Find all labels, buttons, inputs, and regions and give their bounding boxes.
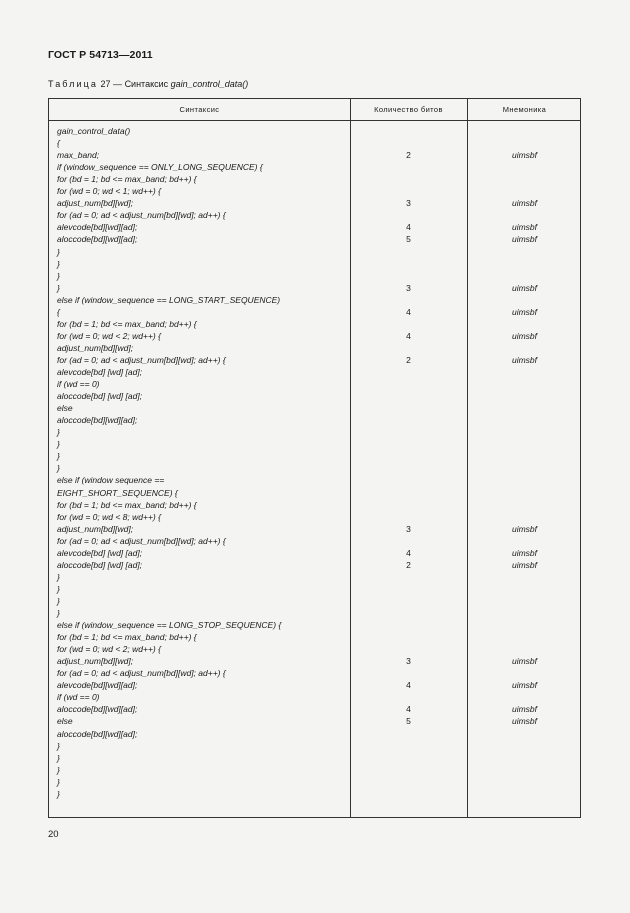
- table-row: [49, 438, 580, 450]
- table-row: [49, 679, 580, 691]
- syntax-cell: }: [57, 788, 60, 799]
- syntax-cell: for (ad = 0; ad < adjust_num[bd][wd]; ad++) {: [57, 535, 226, 546]
- bits-cell: 3: [406, 523, 411, 534]
- table-row: [49, 703, 580, 715]
- bits-cell: 4: [406, 330, 411, 341]
- table-row: [49, 149, 580, 161]
- syntax-cell: else if (window_sequence == LONG_START_SEQUENCE): [57, 294, 281, 305]
- mnemonic-cell: uimsbf: [511, 523, 538, 534]
- syntax-cell: }: [57, 439, 60, 450]
- syntax-cell: }: [57, 764, 60, 775]
- syntax-cell: for (wd = 0; wd < 2; wd++) {: [57, 644, 161, 655]
- table-row: [49, 354, 580, 366]
- syntax-cell: adjust_num[bd][wd];: [57, 342, 134, 353]
- table-row: [49, 655, 580, 667]
- table-row: [49, 631, 580, 643]
- table-row: [49, 571, 580, 583]
- table-row: [49, 511, 580, 523]
- syntax-cell: for (bd = 1; bd <= max_band; bd++) {: [57, 632, 197, 643]
- bits-cell: 4: [406, 306, 411, 317]
- bits-cell: 4: [406, 680, 411, 691]
- table-row: [49, 330, 580, 342]
- syntax-cell: for (wd = 0; wd < 1; wd++) {: [57, 186, 161, 197]
- bits-cell: 3: [406, 656, 411, 667]
- mnemonic-cell: uimsbf: [511, 559, 538, 570]
- syntax-cell: for (ad = 0; ad < adjust_num[bd][wd]; ad++) {: [57, 354, 226, 365]
- syntax-table: [48, 98, 581, 818]
- syntax-cell: aloccode[bd][wd][ad];: [57, 728, 138, 739]
- syntax-cell: alevcode[bd] [wd] [ad];: [57, 547, 143, 558]
- mnemonic-cell: uimsbf: [511, 306, 538, 317]
- syntax-cell: {: [57, 138, 60, 149]
- syntax-cell: adjust_num[bd][wd];: [57, 198, 134, 209]
- table-row: [49, 535, 580, 547]
- mnemonic-cell: uimsbf: [511, 150, 538, 161]
- caption-dash: —: [113, 79, 123, 89]
- table-row: [49, 788, 580, 800]
- syntax-cell: aloccode[bd][wd][ad];: [57, 704, 138, 715]
- table-caption: [48, 79, 248, 89]
- caption-function: gain_control_data(): [170, 79, 249, 89]
- syntax-cell: }: [57, 583, 60, 594]
- table-row: [49, 366, 580, 378]
- table-row: [49, 752, 580, 764]
- table-row: [49, 318, 580, 330]
- table-row: [49, 426, 580, 438]
- syntax-cell: }: [57, 451, 60, 462]
- syntax-cell: for (wd = 0; wd < 8; wd++) {: [57, 511, 161, 522]
- caption-label: Таблица: [48, 79, 98, 89]
- syntax-cell: if (window_sequence == ONLY_LONG_SEQUENCE) {: [57, 162, 263, 173]
- syntax-cell: }: [57, 595, 60, 606]
- syntax-cell: for (bd = 1; bd <= max_band; bd++) {: [57, 318, 197, 329]
- table-row: [49, 619, 580, 631]
- table-row: [49, 450, 580, 462]
- syntax-cell: else: [57, 716, 73, 727]
- table-row: [49, 715, 580, 727]
- table-row: [49, 728, 580, 740]
- syntax-cell: }: [57, 463, 60, 474]
- syntax-cell: }: [57, 740, 60, 751]
- syntax-cell: alevcode[bd] [wd] [ad];: [57, 367, 143, 377]
- table-row: [49, 414, 580, 426]
- table-row: [49, 523, 580, 535]
- syntax-cell: for (ad = 0; ad < adjust_num[bd][wd]; ad++) {: [57, 210, 226, 221]
- syntax-cell: gain_control_data(): [57, 126, 131, 136]
- mnemonic-cell: uimsbf: [511, 330, 538, 341]
- table-row: [49, 342, 580, 354]
- bits-cell: 4: [406, 547, 411, 558]
- table-row: [49, 378, 580, 390]
- table-row: [49, 607, 580, 619]
- table-row: [49, 125, 580, 137]
- mnemonic-cell: uimsbf: [511, 198, 538, 209]
- document-id: ГОСТ Р 54713—2011: [48, 49, 153, 61]
- syntax-cell: for (bd = 1; bd <= max_band; bd++) {: [57, 174, 197, 185]
- syntax-cell: else if (window_sequence == LONG_STOP_SEQUENCE) {: [57, 620, 282, 631]
- table-row: [49, 233, 580, 245]
- syntax-cell: alevcode[bd][wd][ad];: [57, 222, 138, 233]
- table-row: [49, 499, 580, 511]
- bits-cell: 5: [406, 234, 411, 245]
- syntax-cell: }: [57, 571, 60, 582]
- bits-cell: 5: [406, 716, 411, 727]
- syntax-cell: else if (window sequence ==: [57, 475, 165, 486]
- syntax-cell: }: [57, 752, 60, 763]
- table-row: [49, 583, 580, 595]
- syntax-cell: }: [57, 258, 60, 269]
- syntax-cell: for (bd = 1; bd <= max_band; bd++) {: [57, 499, 197, 510]
- syntax-cell: aloccode[bd][wd][ad];: [57, 415, 138, 426]
- bits-cell: 2: [406, 150, 411, 161]
- table-row: [49, 161, 580, 173]
- syntax-cell: for (wd = 0; wd < 2; wd++) {: [57, 330, 161, 341]
- table-row: [49, 691, 580, 703]
- table-row: [49, 487, 580, 499]
- column-header-syntax: Синтаксис: [179, 105, 220, 114]
- mnemonic-cell: uimsbf: [511, 656, 538, 667]
- table-row: [49, 595, 580, 607]
- table-row: [49, 270, 580, 282]
- column-header-mnemonic: Мнемоника: [502, 105, 547, 114]
- syntax-cell: {: [57, 306, 60, 317]
- table-row: [49, 547, 580, 559]
- bits-cell: 3: [406, 282, 411, 293]
- syntax-cell: aloccode[bd][wd][ad];: [57, 234, 138, 245]
- table-row: [49, 643, 580, 655]
- bits-cell: 3: [406, 198, 411, 209]
- bits-cell: 4: [406, 704, 411, 715]
- syntax-cell: max_band;: [57, 150, 100, 161]
- mnemonic-cell: uimsbf: [511, 282, 538, 293]
- mnemonic-cell: uimsbf: [511, 354, 538, 365]
- mnemonic-cell: uimsbf: [511, 222, 538, 233]
- table-row: [49, 559, 580, 571]
- bits-cell: 2: [406, 354, 411, 365]
- syntax-cell: }: [57, 776, 60, 787]
- table-row: [49, 185, 580, 197]
- table-row: [49, 246, 580, 258]
- table-row: [49, 764, 580, 776]
- mnemonic-cell: uimsbf: [511, 716, 538, 727]
- syntax-cell: }: [57, 608, 60, 618]
- syntax-cell: adjust_num[bd][wd];: [57, 656, 134, 667]
- mnemonic-cell: uimsbf: [511, 234, 538, 245]
- syntax-cell: EIGHT_SHORT_SEQUENCE) {: [57, 487, 178, 498]
- table-row: [49, 209, 580, 221]
- table-row: [49, 306, 580, 318]
- table-row: [49, 740, 580, 752]
- mnemonic-cell: uimsbf: [511, 680, 538, 691]
- table-row: [49, 462, 580, 474]
- caption-number: 27: [100, 79, 111, 89]
- table-row: [49, 282, 580, 294]
- mnemonic-cell: uimsbf: [511, 547, 538, 558]
- mnemonic-cell: uimsbf: [511, 704, 538, 715]
- table-row: [49, 197, 580, 209]
- table-row: [49, 474, 580, 486]
- syntax-cell: }: [57, 282, 60, 293]
- syntax-cell: }: [57, 246, 60, 257]
- header-divider: [49, 120, 580, 121]
- column-header-bits: Количество битов: [374, 105, 443, 114]
- bits-cell: 4: [406, 222, 411, 233]
- syntax-cell: alevcode[bd][wd][ad];: [57, 680, 138, 691]
- syntax-cell: aloccode[bd] [wd] [ad];: [57, 391, 143, 402]
- syntax-cell: adjust_num[bd][wd];: [57, 523, 134, 534]
- table-row: [49, 776, 580, 788]
- table-row: [49, 294, 580, 306]
- table-row: [49, 221, 580, 233]
- table-row: [49, 258, 580, 270]
- syntax-cell: if (wd == 0): [57, 692, 100, 703]
- table-row: [49, 173, 580, 185]
- table-row: [49, 390, 580, 402]
- page-number: 20: [48, 829, 59, 840]
- table-row: [49, 402, 580, 414]
- syntax-cell: aloccode[bd] [wd] [ad];: [57, 559, 143, 570]
- table-row: [49, 137, 580, 149]
- syntax-cell: }: [57, 427, 60, 438]
- caption-prefix: Синтаксис: [124, 79, 169, 89]
- syntax-cell: for (ad = 0; ad < adjust_num[bd][wd]; ad++) {: [57, 668, 226, 679]
- syntax-cell: if (wd == 0): [57, 379, 100, 390]
- bits-cell: 2: [406, 559, 411, 570]
- syntax-cell: else: [57, 403, 73, 414]
- syntax-cell: }: [57, 270, 60, 281]
- table-row: [49, 667, 580, 679]
